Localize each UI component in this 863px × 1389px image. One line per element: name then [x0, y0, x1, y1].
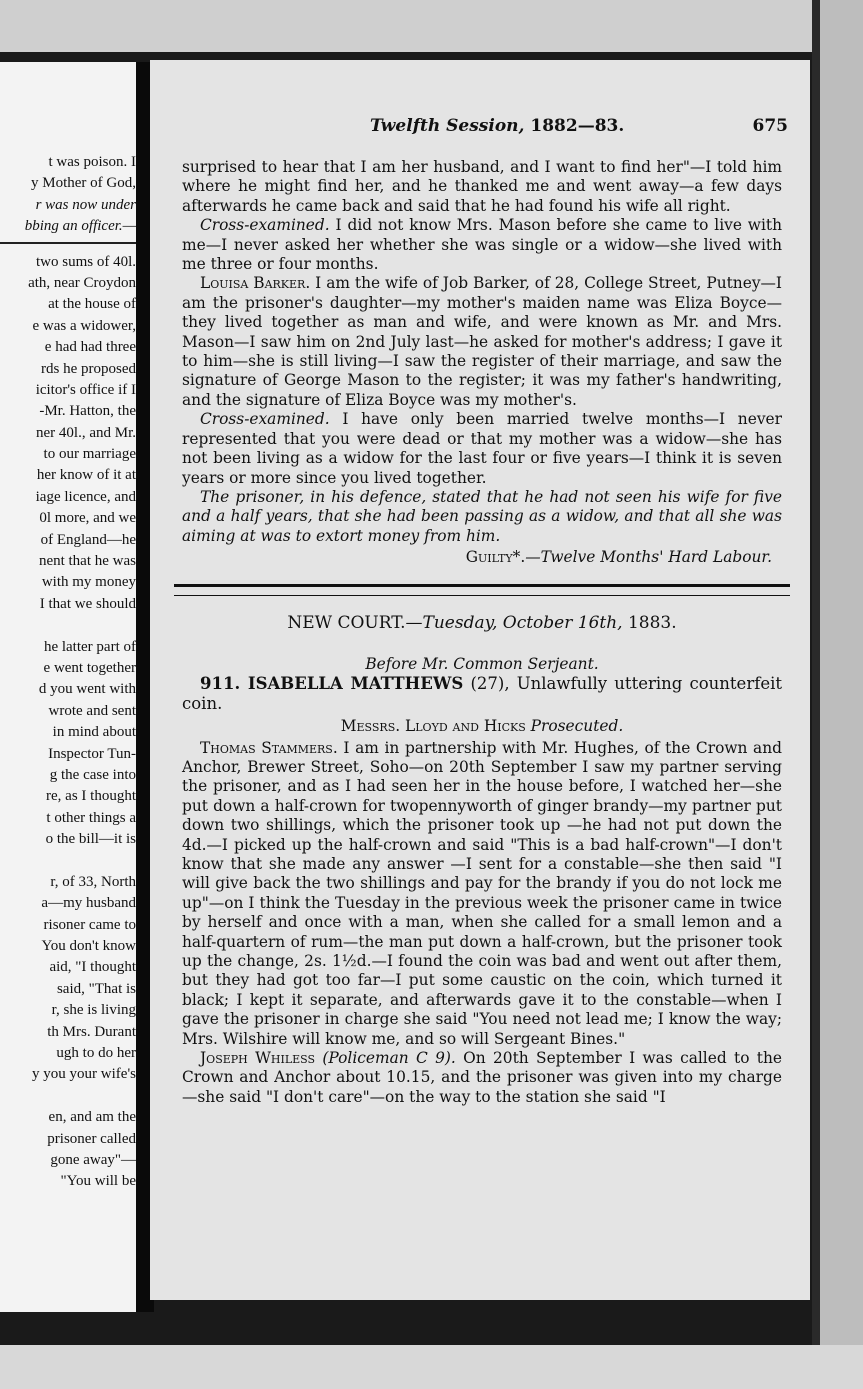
case-heading: 911. ISABELLA MATTHEWS (27), Unlawfully uttering counterfeit coin. — [182, 674, 782, 713]
previous-page-line: I that we should — [39, 595, 136, 612]
previous-page-line: to our marriage — [43, 446, 136, 463]
previous-page-line: en, and am the — [48, 1109, 136, 1126]
session-title: Twelfth Session, 1882—83. — [370, 116, 625, 136]
previous-page-line: r, she is living — [51, 1002, 136, 1019]
previous-page-line: ath, near Croydon — [28, 274, 136, 291]
previous-page-line: icitor's office if I — [35, 381, 136, 398]
previous-page-line: iage licence, and — [35, 488, 136, 505]
previous-page-line: rds he proposed — [41, 360, 136, 377]
previous-page-line: risoner came to — [43, 916, 136, 933]
witness-name: Thomas Stammers. — [200, 738, 338, 757]
verdict: Guilty*.—Twelve Months' Hard Labour. — [465, 548, 772, 567]
previous-page-line: at the house of — [48, 296, 136, 313]
previous-page-rule — [0, 242, 136, 244]
previous-page-line: th Mrs. Durant — [47, 1023, 136, 1040]
previous-page-line: her know of it at — [36, 467, 136, 484]
cross-examined-label: Cross-examined. — [200, 216, 330, 235]
previous-page-line: prisoner called — [47, 1130, 136, 1147]
previous-page-line: bbing an officer.— — [24, 218, 136, 235]
previous-page-line: e was a widower, — [32, 317, 136, 334]
previous-page-line: of England—he — [40, 531, 136, 548]
paragraph-thomas-stammers: Thomas Stammers. I am in partnership with Mr. Hughes, of the Crown and Anchor, Brewer Street, Soho—on 20th September I saw my partner serving the prisoner, and as I had seen her in the house before, I watched her—she put down a half-crown for twopennyworth of ginger brandy—my partner put down two shillings, which the prisoner took up —he had not put down the 4d.—I picked up the half-crown and said "This is a bad half-crown"—I don't know that she made any answer —I sent for a constable—she then said "I will give back the two shillings and pay for the brandy if you do not lock me up"—on I think the Tuesday in the previous week the prisoner came in twice by herself and once with a man, when she called for a small lemon and a half-quartern of rum—the man put down a half-crown, but the prisoner took up the change, 2s. 1½d.—I found the coin was bad and went out after them, but they had got too far—I put some caustic on the coin, which turned it black; I kept it separate, and afterwards gave it to the constable—when I gave the prisoner in charge she said "You need not lead me; I know the way; Mrs. Wilshire will know me, and so will Sergeant Bines." — [182, 738, 782, 1048]
witness-name: Louisa Barker. — [200, 274, 311, 293]
previous-page-line: with my money — [41, 574, 136, 591]
previous-page-line: t was poison. I — [48, 154, 136, 170]
previous-page-text — [0, 152, 136, 1193]
previous-page-line: re, as I thought — [46, 788, 136, 805]
previous-page-line: gone away"— — [50, 1151, 136, 1168]
book-page — [150, 60, 810, 1300]
previous-page-fragment — [0, 62, 140, 1312]
previous-page-line: two sums of 40l. — [35, 253, 136, 270]
paragraph-joseph-whiless: Joseph Whiless (Policeman C 9). On 20th September I was called to the Crown and Anchor about 10.15, and the prisoner was given into my charge—she said "I don't care"—on the way to the station she said "I — [182, 1049, 782, 1106]
previous-page-line: e had had three — [44, 339, 136, 356]
previous-page-line: -Mr. Hatton, the — [39, 403, 136, 420]
paragraph-cross-examined-2: Cross-examined. I have only been married twelve months—I never represented that you were dead or that my mother was a widow—she has not been living as a widow for the last four or five years—I think it is seven years or more since you lived together. — [182, 410, 782, 487]
previous-page-gap — [0, 615, 136, 636]
paragraph-continuation: surprised to hear that I am her husband, and I want to find her"—I told him where he might find her, and he thanked me and went away—a few days afterwards he came back and said that he had found his wife all right. — [182, 158, 782, 215]
previous-page-line: said, "That is — [56, 980, 136, 997]
section-divider — [174, 584, 790, 596]
scan-top-margin — [0, 0, 863, 52]
previous-page-line: e went together — [43, 659, 136, 676]
page-number: 675 — [752, 116, 788, 136]
book-edge-shadow — [812, 0, 820, 1389]
running-head — [180, 116, 792, 140]
paragraph-cross-examined-1: Cross-examined. I did not know Mrs. Mason before she came to live with me—I never asked her whether she was single or a widow—she lived with me three or four months. — [182, 216, 782, 274]
previous-page-line: "You will be — [60, 1173, 136, 1190]
previous-page-line: a—my husband — [41, 895, 136, 912]
previous-page-gap — [0, 851, 136, 872]
paragraph-louisa-barker: Louisa Barker. I am the wife of Job Barker, of 28, College Street, Putney—I am the prisoner's daughter—my mother's maiden name was Eliza Boyce—they lived together as man and wife, and were known as Mr. and Mrs. Mason—I saw him on 2nd July last—he asked for mother's address; I gave it to him—she is still living—I saw the register of their marriage, and saw the signature of George Mason to the register; it was my father's handwriting, and the signature of Eliza Boyce was my mother's. — [182, 274, 782, 409]
previous-page-line: t other things a — [46, 809, 136, 826]
previous-page-line: nent that he was — [38, 553, 136, 570]
page-body — [182, 158, 782, 1107]
cross-examined-label: Cross-examined. — [200, 410, 330, 429]
previous-page-line: wrote and sent — [48, 702, 136, 719]
previous-page-line: 0l more, and we — [39, 510, 136, 527]
court-heading: NEW COURT.—Tuesday, October 16th, 1883. — [287, 612, 677, 633]
scan-bottom-margin — [0, 1345, 863, 1389]
previous-page-line: ugh to do her — [56, 1045, 136, 1062]
previous-page-line: You don't know — [41, 938, 136, 955]
previous-page-line: r, of 33, North — [50, 873, 136, 890]
previous-page-line: g the case into — [49, 766, 136, 783]
previous-page-line: ner 40l., and Mr. — [36, 424, 136, 441]
previous-page-line: Inspector Tun- — [48, 745, 136, 762]
previous-page-line: d you went with — [38, 681, 136, 698]
previous-page-line: o the bill—it is — [45, 831, 136, 848]
previous-page-gap — [0, 1086, 136, 1107]
previous-page-line: in mind about — [52, 724, 136, 741]
previous-page-line: y you your wife's — [32, 1066, 136, 1083]
previous-page-line: he latter part of — [43, 638, 136, 655]
prosecution-counsel: Messrs. Lloyd and Hicks Prosecuted. — [340, 717, 624, 736]
witness-name: Joseph Whiless — [200, 1049, 316, 1068]
previous-page-line: aid, "I thought — [49, 959, 136, 976]
previous-page-line: y Mother of God, — [31, 175, 136, 192]
presiding-judge: Before Mr. Common Serjeant. — [365, 654, 599, 673]
previous-page-line: r was now under — [35, 196, 136, 213]
defence-statement: The prisoner, in his defence, stated that he had not seen his wife for five and a half years, that she had been passing as a widow, and that all she was aiming at was to extort money from him. — [182, 487, 782, 545]
